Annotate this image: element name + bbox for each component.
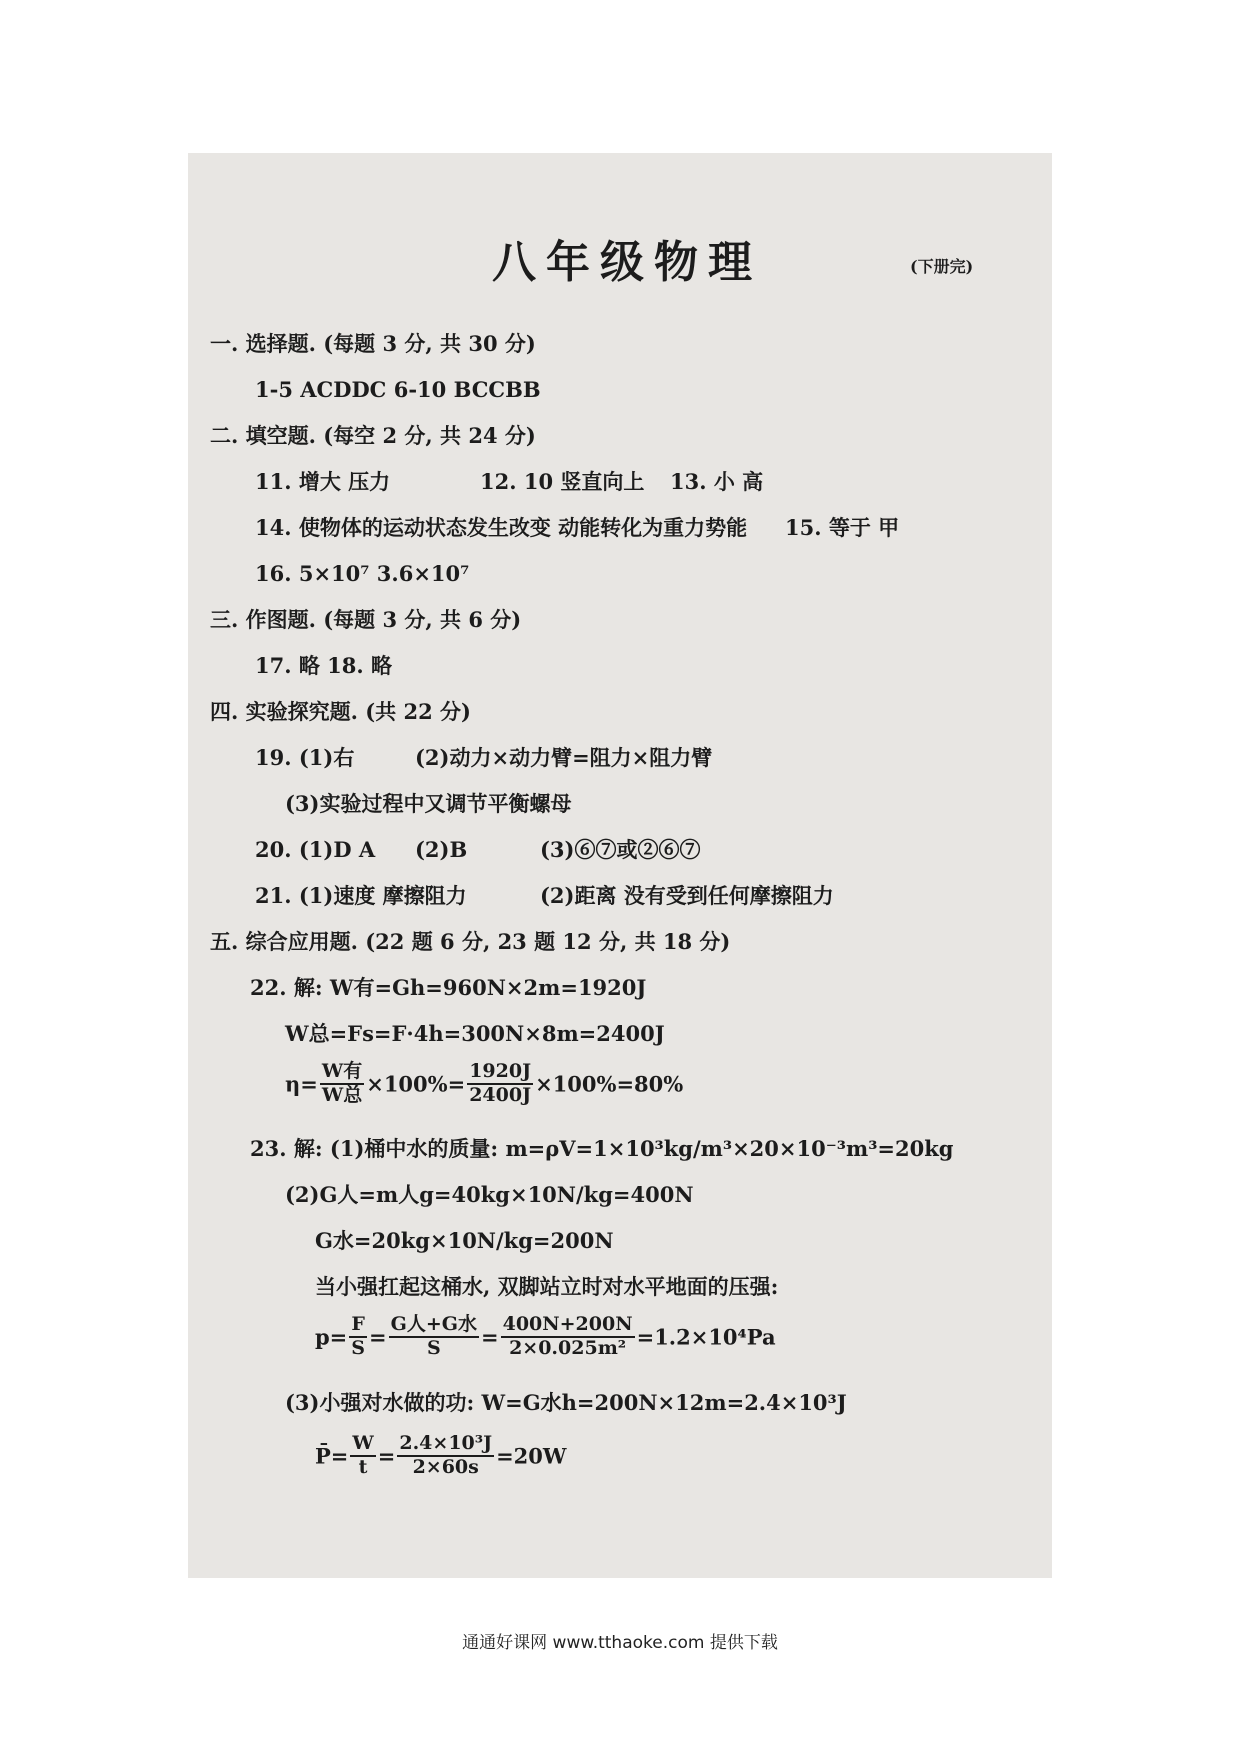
answer-q15: 15. 等于 甲 bbox=[785, 515, 900, 540]
edition-tag: (下册完) bbox=[910, 257, 974, 276]
answer-q20-part3: (3)⑥⑦或②⑥⑦ bbox=[540, 837, 701, 862]
answer-q23-pressure: p= $\frac{F}{S}$ = $\frac{\text{G人+G水}}{S}$ = $\frac{400N+200N}{\text{2×0.025m²}}$ =1.2×10⁴Pa bbox=[315, 1313, 776, 1359]
answer-q23-line3: G水=20kg×10N/kg=200N bbox=[315, 1228, 614, 1253]
answer-q23-line5: (3)小强对水做的功: W=G水h=200N×12m=2.4×10³J bbox=[285, 1390, 847, 1415]
answer-q20-part2: (2)B bbox=[415, 837, 468, 862]
answer-q13: 13. 小 高 bbox=[670, 469, 764, 494]
answer-q22-efficiency: η= $\frac{\text{W有}}{\text{W总}}$ ×100%= $\frac{1920J}{2400J}$ ×100%=80% bbox=[285, 1060, 684, 1106]
eta-prefix: η= bbox=[285, 1071, 318, 1097]
answer-q14: 14. 使物体的运动状态发生改变 动能转化为重力势能 bbox=[255, 515, 748, 540]
answer-q23-power: P̄= $\frac{W}{t}$ = $\frac{\text{2.4×10³J}}{2\times 60s}$ =20W bbox=[315, 1432, 567, 1478]
answer-q11: 11. 增大 压力 bbox=[255, 469, 391, 494]
section1-header: 一. 选择题. (每题 3 分, 共 30 分) bbox=[210, 331, 536, 356]
fraction-f-over-s: $\frac{F}{S}$ bbox=[351, 1313, 366, 1359]
fraction-numeric-pressure: $\frac{400N+200N}{\text{2×0.025m²}}$ bbox=[502, 1313, 633, 1359]
answer-q21-part1: 21. (1)速度 摩擦阻力 bbox=[255, 883, 467, 908]
scanned-answer-sheet bbox=[188, 153, 1052, 1578]
answer-q20-part1: 20. (1)D A bbox=[255, 837, 376, 862]
answer-q22-line2: W总=Fs=F·4h=300N×8m=2400J bbox=[285, 1021, 665, 1046]
answer-q19-part2: (2)动力×动力臂=阻力×阻力臂 bbox=[415, 745, 713, 770]
section2-header: 二. 填空题. (每空 2 分, 共 24 分) bbox=[210, 423, 536, 448]
section3-answers: 17. 略 18. 略 bbox=[255, 653, 393, 678]
fraction-w-over-t: $\frac{W}{t}$ bbox=[352, 1432, 374, 1478]
answer-q23-line4: 当小强扛起这桶水, 双脚站立时对水平地面的压强: bbox=[315, 1274, 779, 1299]
fraction-joules: $\frac{1920J}{2400J}$ bbox=[469, 1060, 532, 1106]
answer-q19-part3: (3)实验过程中又调节平衡螺母 bbox=[285, 791, 572, 816]
answer-q23-line2: (2)G人=m人g=40kg×10N/kg=400N bbox=[285, 1182, 694, 1207]
footer-source-note: 通通好课网 www.tthaoke.com 提供下载 bbox=[462, 1633, 778, 1653]
fraction-numeric-power: $\frac{\text{2.4×10³J}}{2\times 60s}$ bbox=[399, 1432, 493, 1478]
section1-answers: 1-5 ACDDC 6-10 BCCBB bbox=[255, 377, 541, 402]
answer-q16: 16. 5×10⁷ 3.6×10⁷ bbox=[255, 561, 470, 586]
answer-q21-part2: (2)距离 没有受到任何摩擦阻力 bbox=[540, 883, 834, 908]
answer-q12: 12. 10 竖直向上 bbox=[480, 469, 645, 494]
section4-header: 四. 实验探究题. (共 22 分) bbox=[210, 699, 471, 724]
section3-header: 三. 作图题. (每题 3 分, 共 6 分) bbox=[210, 607, 522, 632]
answer-q23-line1: 23. 解: (1)桶中水的质量: m=ρV=1×10³kg/m³×20×10⁻³m³=20kg bbox=[250, 1136, 954, 1161]
answer-q22-line1: 22. 解: W有=Gh=960N×2m=1920J bbox=[250, 975, 647, 1000]
fraction-w-ratio: $\frac{\text{W有}}{\text{W总}}$ bbox=[321, 1060, 363, 1106]
answer-q19-part1: 19. (1)右 bbox=[255, 745, 355, 770]
fraction-weights-over-s: $\frac{\text{G人+G水}}{S}$ bbox=[390, 1313, 477, 1359]
section5-header: 五. 综合应用题. (22 题 6 分, 23 题 12 分, 共 18 分) bbox=[210, 929, 731, 954]
page-title: 八年级物理 bbox=[492, 237, 762, 288]
